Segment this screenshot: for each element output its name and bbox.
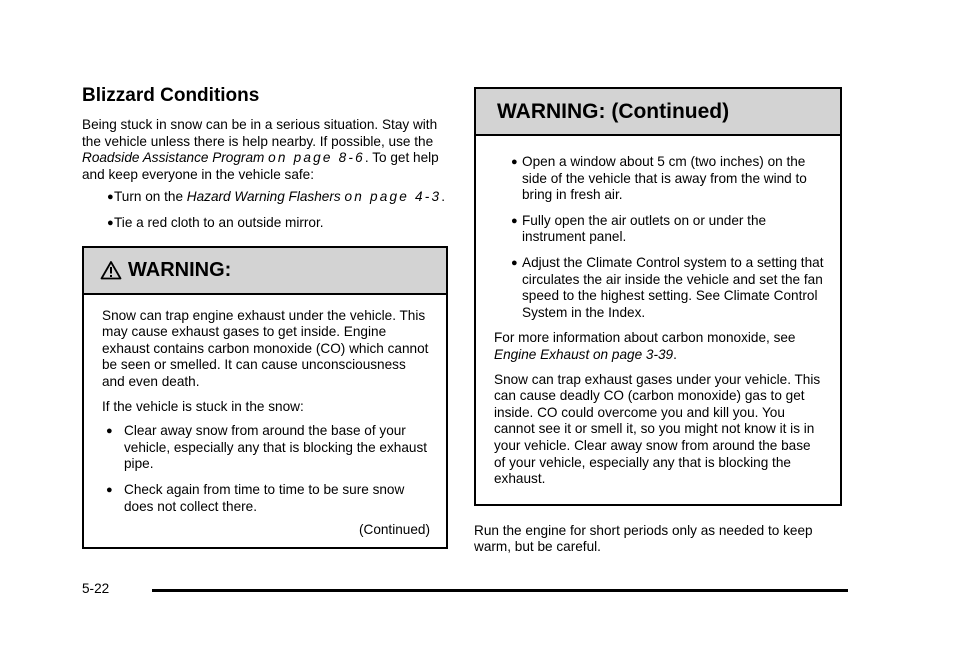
warning-title: WARNING: (Continued) [497, 99, 730, 123]
list-item: ● Fully open the air outlets on or under the instrument panel. [511, 212, 767, 245]
bullet-icon: ● [511, 256, 518, 269]
warning-paragraph: If the vehicle is stuck in the snow: [102, 398, 304, 414]
list-item: ● Open a window about 5 cm (two inches) on the side of the vehicle that is away from the wind to bring in fresh air. [511, 154, 807, 203]
engine-exhaust-link[interactable]: Engine Exhaust on page 3-39 [494, 346, 674, 362]
right-column [474, 87, 842, 556]
warning-header [84, 248, 446, 295]
section-title: Blizzard Conditions [82, 85, 260, 106]
list-item: ● Tie a red cloth to an outside mirror. [107, 214, 324, 230]
bullet-icon: ● [106, 483, 113, 496]
list-item: ● Adjust the Climate Control system to a setting that circulates the air inside the vehicle and set the fan speed to the highest setting. See Climate Control System in the Index. [511, 254, 824, 320]
bullet-icon: ● [107, 191, 114, 204]
bullet-icon: ● [107, 216, 114, 229]
warning-title: WARNING: [128, 258, 232, 281]
warning-body [84, 295, 446, 547]
closing-paragraph: Run the engine for short periods only as needed to keep warm, but be careful. [474, 522, 813, 555]
roadside-assistance-link[interactable]: Roadside Assistance Program on page 8-6 [82, 150, 365, 166]
list-item: ● Turn on the Hazard Warning Flashers on page 4-3. [107, 189, 445, 205]
list-item: ● Check again from time to time to be sure snow does not collect there. [106, 481, 405, 514]
warning-paragraph: Snow can trap exhaust gases under your vehicle. This can cause deadly CO (carbon monoxide) gas to get inside. CO could overcome you and kill you. You cannot see it or smell it, so you might not know it is in your vehicle. Clear away snow from around the base of your vehicle, especially any that is blocking the exhaust. [494, 371, 821, 487]
warning-continued-box [474, 87, 842, 506]
warning-list [102, 423, 430, 515]
left-column [82, 84, 448, 549]
footer-rule [152, 589, 848, 592]
continued-label: (Continued) [358, 522, 430, 538]
bullet-icon: ● [511, 156, 518, 168]
warning-body [476, 136, 840, 504]
list-item: ● Clear away snow from around the base of your vehicle, especially any that is blocking the exhaust pipe. [106, 423, 428, 472]
page-number: 5-22 [82, 581, 110, 596]
warning-list [494, 154, 824, 321]
bullet-icon: ● [106, 425, 113, 438]
warning-box [82, 246, 448, 549]
hazard-flashers-link[interactable]: Hazard Warning Flashers on page 4-3 [186, 189, 442, 205]
warning-triangle-icon [100, 260, 122, 280]
warning-paragraph: Snow can trap engine exhaust under the vehicle. This may cause exhaust gases to get inside. Engine exhaust contains carbon monoxide (CO) which cannot be seen or smelled. It can cause unconsciousness and even death. [102, 307, 429, 389]
safety-list [82, 189, 448, 231]
bullet-icon: ● [511, 214, 518, 227]
warning-header [476, 89, 840, 136]
intro-paragraph: Being stuck in snow can be in a serious situation. Stay with the vehicle unless there is help nearby. If possible, use the Roadside Assistance Program on page 8-6. To get help and keep everyone in the vehicle safe: [82, 117, 439, 182]
warning-paragraph: For more information about carbon monoxide, see Engine Exhaust on page 3-39. [494, 330, 796, 362]
